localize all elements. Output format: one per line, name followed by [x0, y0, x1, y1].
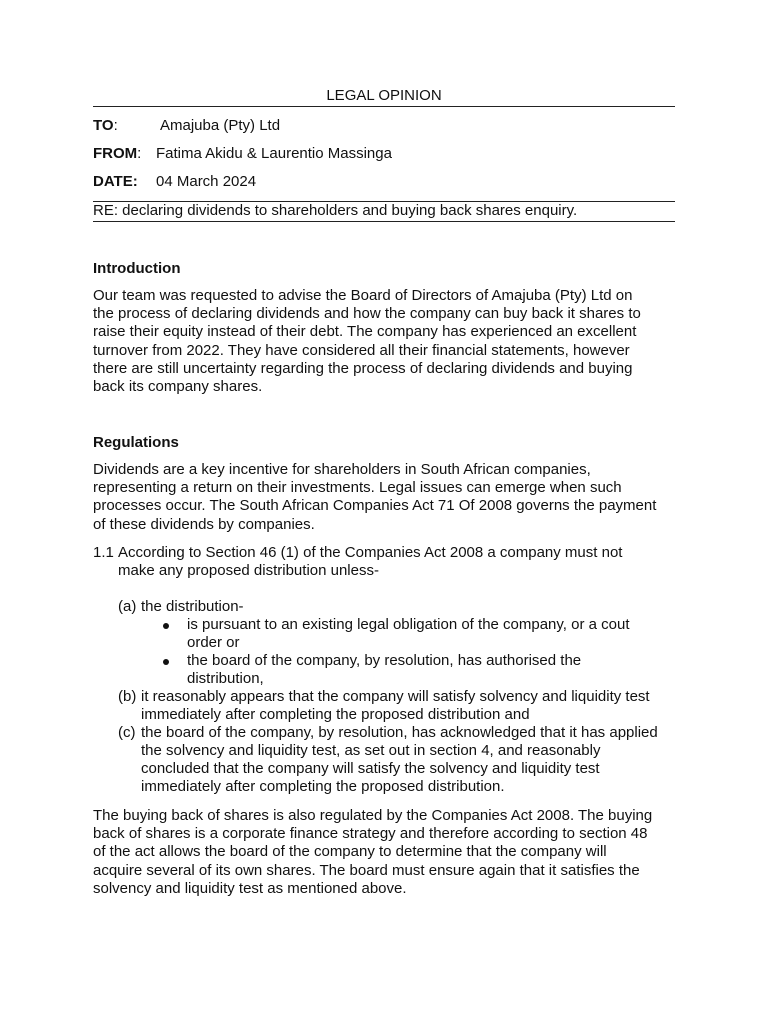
to-value: Amajuba (Pty) Ltd [160, 117, 281, 134]
date-row [93, 172, 257, 192]
document-title: LEGAL OPINION [326, 87, 442, 104]
introduction-line: back its company shares. [93, 378, 263, 396]
introduction-heading: Introduction [93, 260, 181, 277]
buyback-line: The buying back of shares is also regulated by the Companies Act 2008. The buying [93, 807, 653, 824]
date-label: DATE: [93, 173, 138, 190]
to-row [93, 116, 281, 136]
bullet-icon [163, 659, 169, 665]
to-colon: : [113, 117, 118, 134]
sub-a-text: the distribution- [141, 598, 244, 615]
buyback-line: of the act allows the board of the company to determine that the company will [93, 843, 607, 861]
to-label: TO [93, 117, 114, 134]
introduction-line: Our team was requested to advise the Board of Directors of Amajuba (Pty) Ltd on [93, 287, 633, 304]
bullet-line: order or [187, 634, 240, 651]
buyback-line: solvency and liquidity test as mentioned above. [93, 879, 407, 897]
from-colon: : [137, 145, 142, 162]
item-line: According to Section 46 (1) of the Companies Act 2008 a company must not [118, 544, 623, 561]
item-number: 1.1 [93, 544, 114, 561]
sub-c-line: the board of the company, by resolution, has acknowledged that it has applied [141, 724, 658, 741]
title-underline-rule [93, 106, 675, 107]
sub-b-line: it reasonably appears that the company will satisfy solvency and liquidity test [141, 688, 650, 705]
re-bottom-rule [93, 221, 675, 222]
introduction-paragraph [93, 287, 678, 396]
date-value: 04 March 2024 [156, 173, 257, 190]
sub-b-label: (b) [118, 688, 137, 705]
regulations-intro-paragraph [93, 461, 678, 534]
sub-c-label: (c) [118, 724, 136, 741]
sub-c-line: the solvency and liquidity test, as set out in section 4, and reasonably [141, 742, 601, 759]
from-value: Fatima Akidu & Laurentio Massinga [156, 145, 392, 162]
bullet-line: distribution, [187, 670, 264, 687]
buyback-line: acquire several of its own shares. The board must ensure again that it satisfies the [93, 861, 640, 879]
introduction-line: turnover from 2022. They have considered all their financial statements, however [93, 341, 630, 359]
item-line: make any proposed distribution unless- [118, 562, 379, 579]
introduction-line: there are still uncertainty regarding the process of declaring dividends and buying [93, 359, 633, 377]
regulations-line: Dividends are a key incentive for shareholders in South African companies, [93, 461, 591, 478]
bullet-line: the board of the company, by resolution, has authorised the [187, 652, 582, 669]
introduction-line: raise their equity instead of their debt. The company has experienced an excellent [93, 323, 637, 341]
buyback-paragraph [93, 807, 678, 898]
sub-b-line: immediately after completing the proposed distribution and [141, 706, 530, 723]
sub-c-line: concluded that the company will satisfy the solvency and liquidity test [141, 760, 600, 777]
bullet-icon [163, 623, 169, 629]
from-label: FROM [93, 145, 138, 162]
regulations-line: processes occur. The South African Companies Act 71 Of 2008 governs the payment [93, 497, 657, 515]
regulations-heading: Regulations [93, 434, 179, 451]
sub-c-line: immediately after completing the proposed distribution. [141, 778, 505, 795]
re-subject-line: RE: declaring dividends to shareholders and buying back shares enquiry. [93, 202, 578, 219]
buyback-line: back of shares is a corporate finance strategy and therefore according to section 48 [93, 825, 648, 843]
from-row [93, 144, 392, 164]
sub-a-label: (a) [118, 598, 137, 615]
bullet-line: is pursuant to an existing legal obligation of the company, or a cout [187, 616, 630, 633]
regulations-line: representing a return on their investments. Legal issues can emerge when such [93, 479, 622, 497]
regulations-line: of these dividends by companies. [93, 515, 315, 533]
introduction-line: the process of declaring dividends and how the company can buy back it shares to [93, 305, 641, 323]
